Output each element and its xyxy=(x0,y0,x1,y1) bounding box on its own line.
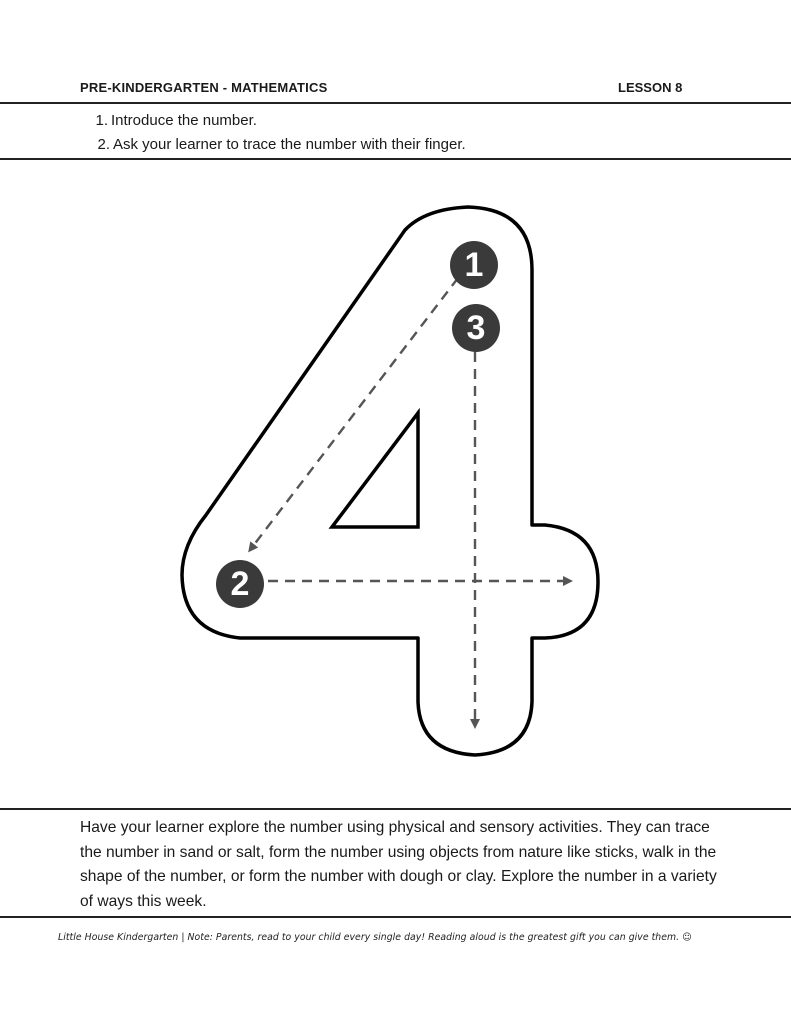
step-marker-1-label: 1 xyxy=(464,246,484,284)
tracing-figure xyxy=(0,160,791,810)
instruction-number: 2. xyxy=(97,136,110,153)
instruction-list xyxy=(92,109,466,157)
instruction-item xyxy=(92,109,466,133)
activity-paragraph: Have your learner explore the number using physical and sensory activities. They can trace the number in sand or salt, form the number using objects from nature like sticks, walk in the shape of the number, or form the number with dough or clay. Explore the number in a variety of ways this week. xyxy=(80,819,717,910)
lesson-label: LESSON 8 xyxy=(618,80,683,95)
step-marker-2-label: 2 xyxy=(230,565,250,603)
instruction-item xyxy=(92,133,466,157)
instruction-number: 1. xyxy=(95,112,108,129)
header-divider xyxy=(0,102,791,104)
activity-bottom-divider xyxy=(0,916,791,918)
step-marker-1 xyxy=(450,241,498,289)
step-marker-2 xyxy=(216,560,264,608)
step-marker-3-label: 3 xyxy=(466,309,486,347)
activity-top-divider xyxy=(0,808,791,810)
instruction-text: Ask your learner to trace the number with their finger. xyxy=(113,136,466,153)
footer-note: Little House Kindergarten | Note: Parents, read to your child every single day! Reading aloud is the greatest gift you can give them. ☺ xyxy=(58,932,692,943)
instruction-text: Introduce the number. xyxy=(111,112,257,129)
subject-heading: PRE-KINDERGARTEN - MATHEMATICS xyxy=(80,80,328,95)
step-marker-3 xyxy=(452,304,500,352)
